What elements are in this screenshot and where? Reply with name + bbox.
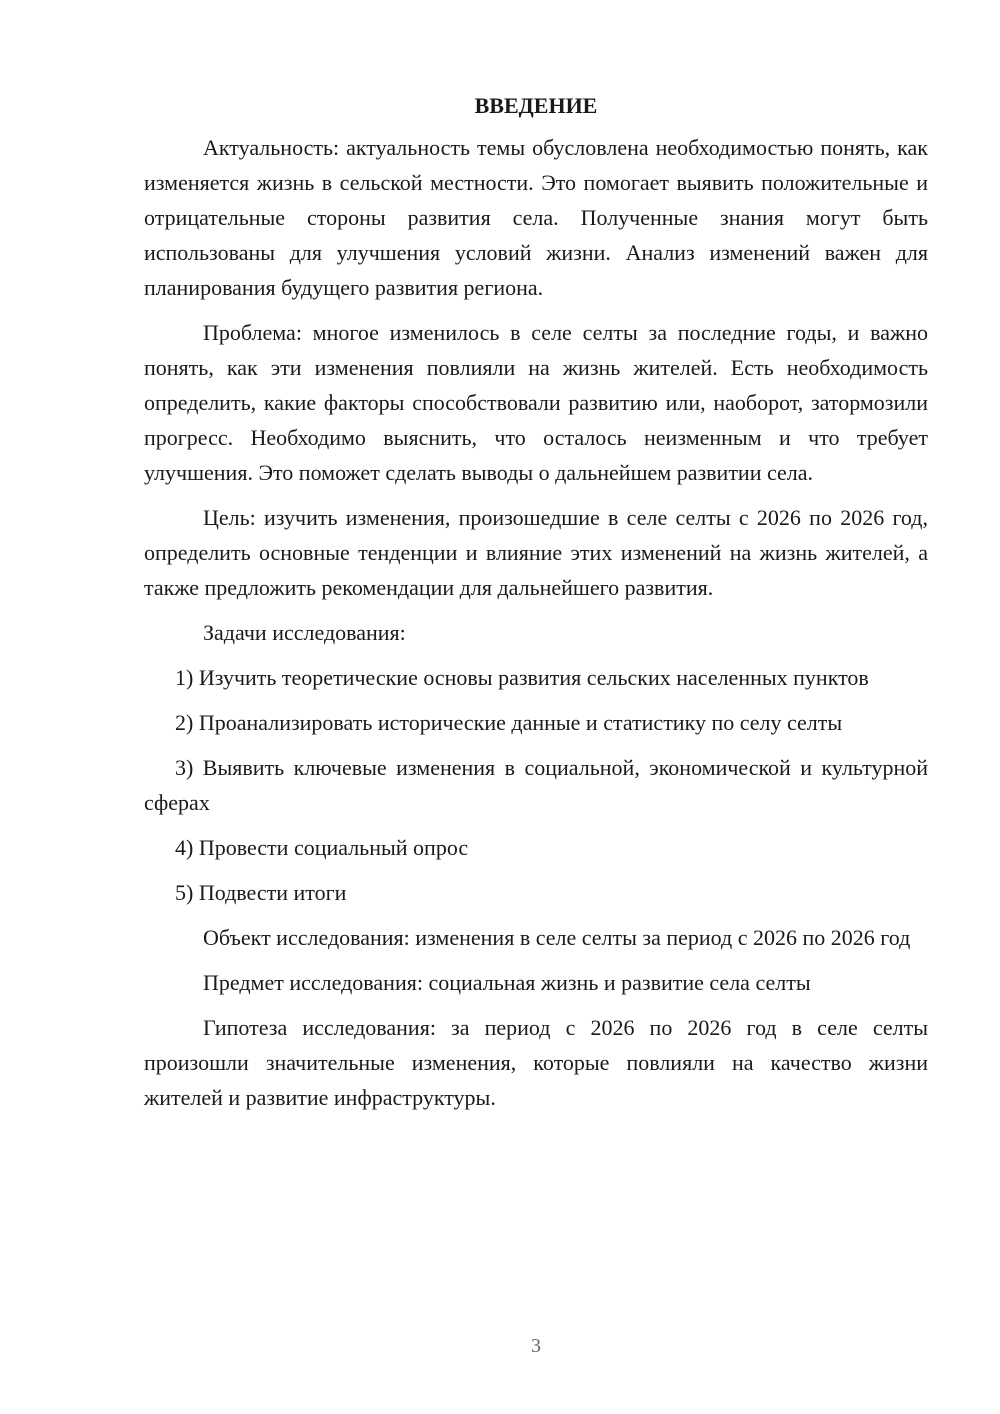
tasks-heading: Задачи исследования: [203,620,406,645]
hypothesis-paragraph: Гипотеза исследования: за период с 2026 по 2026 год в селе селты произошли значительные изменения, которые повлияли на качество жизни жителей и развитие инфраструктуры. [144,1015,928,1110]
goal-paragraph: Цель: изучить изменения, произошедшие в селе селты с 2026 по 2026 год, определить основные тенденции и влияние этих изменений на жизнь жителей, а также предложить рекомендации для дальнейшего развития. [144,505,928,600]
object-paragraph: Объект исследования: изменения в селе селты за период с 2026 по 2026 год [203,925,911,950]
subject-paragraph: Предмет исследования: социальная жизнь и развитие села селты [203,970,811,995]
problem-paragraph: Проблема: многое изменилось в селе селты за последние годы, и важно понять, как эти изменения повлияли на жизнь жителей. Есть необходимость определить, какие факторы способствовали развитию или, наоборот, затормозили прогресс. Необходимо выяснить, что осталось неизменным и что требует улучшения. Это поможет сделать выводы о дальнейшем развитии села. [144,320,928,485]
relevance-paragraph: Актуальность: актуальность темы обусловлена необходимостью понять, как изменяется жизнь в сельской местности. Это помогает выявить положительные и отрицательные стороны развития села. Полученные знания могут быть использованы для улучшения условий жизни. Анализ изменений важен для планирования будущего развития региона. [144,135,928,300]
list-item: 2) Проанализировать исторические данные и статистику по селу селты [175,710,843,735]
document-page [144,92,928,1125]
list-item: 5) Подвести итоги [175,880,347,905]
list-item: 1) Изучить теоретические основы развития сельских населенных пунктов [175,665,869,690]
list-item: 3) Выявить ключевые изменения в социальной, экономической и культурной сферах [144,755,928,815]
page-title: ВВЕДЕНИЕ [474,93,598,118]
tasks-list [144,660,928,910]
page-number: 3 [531,1335,541,1357]
list-item: 4) Провести социальный опрос [175,835,469,860]
